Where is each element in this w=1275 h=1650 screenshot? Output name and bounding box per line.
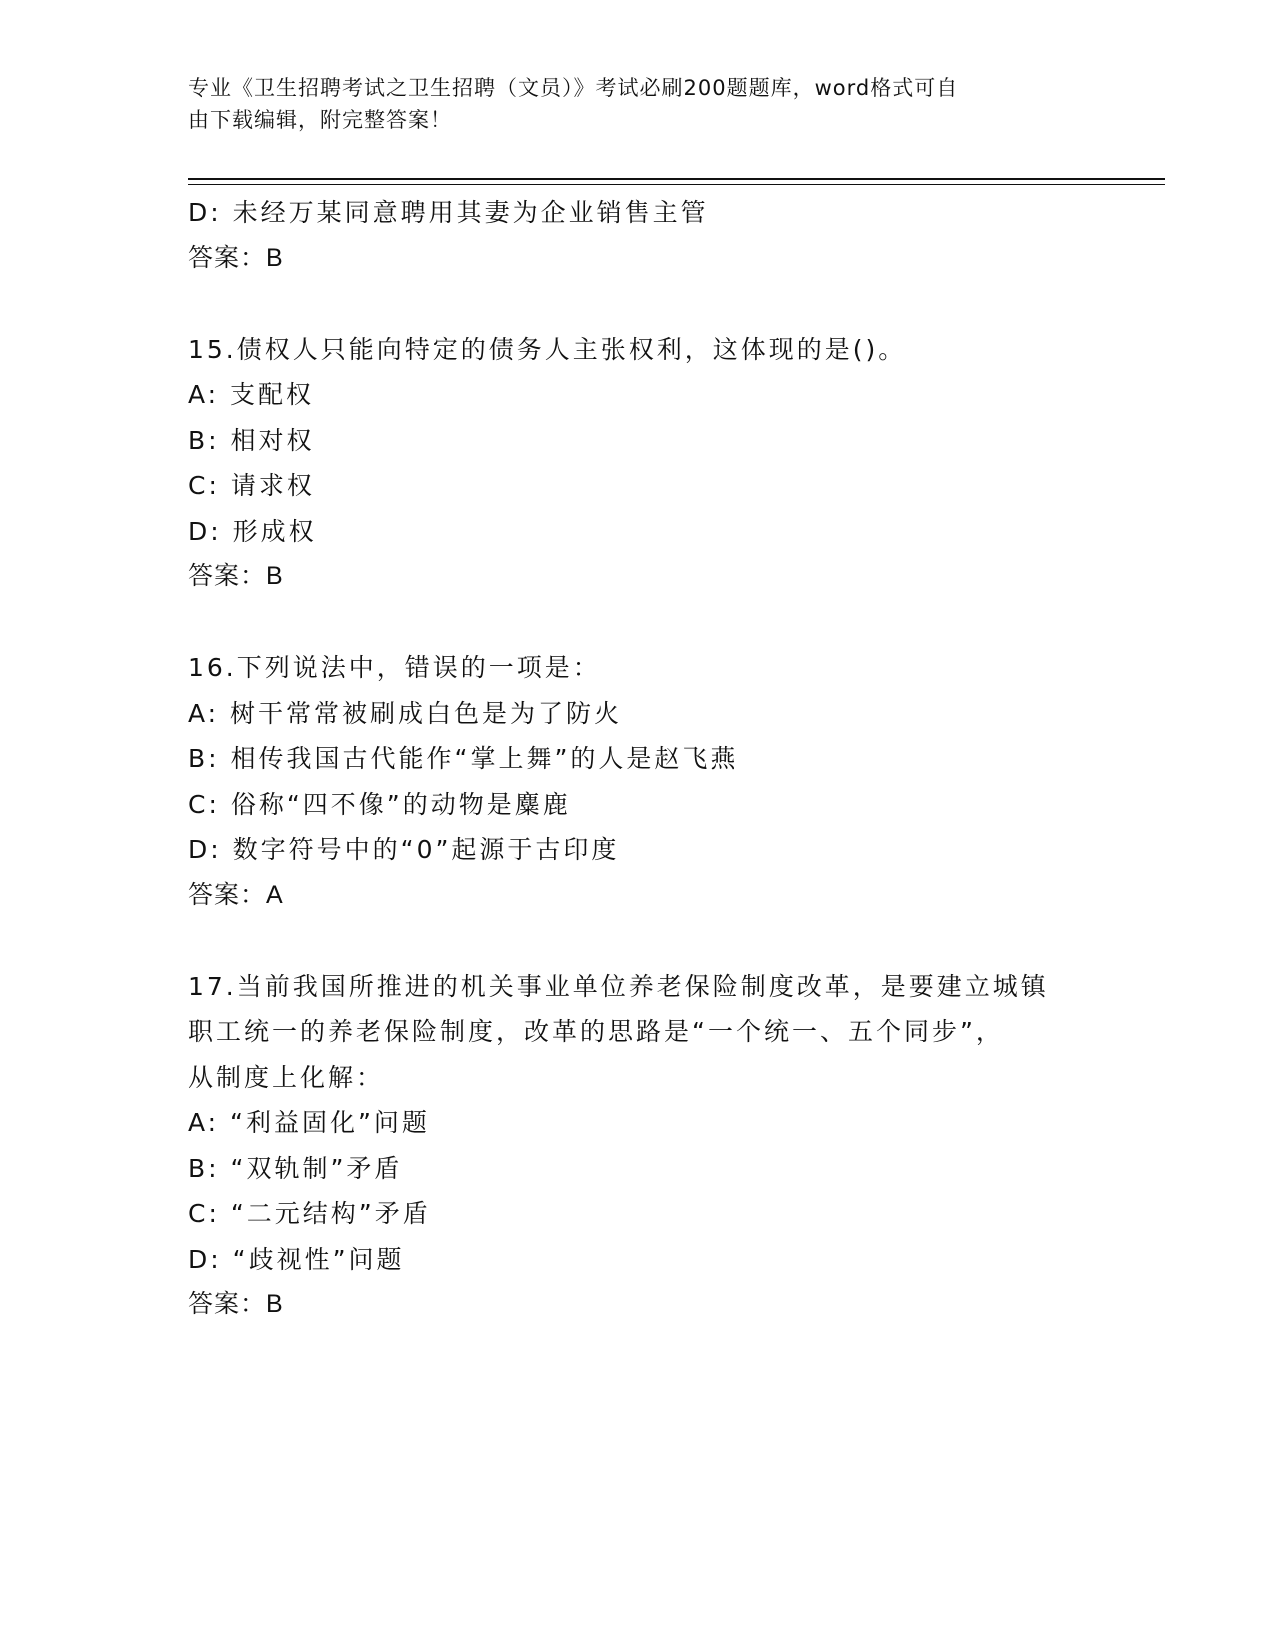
option-b: B: “双轨制”矛盾	[188, 1153, 403, 1183]
carryover-answer: 答案：B	[188, 243, 284, 272]
header-line-1: 专业《卫生招聘考试之卫生招聘（文员）》考试必刷200题题库，word格式可自	[188, 76, 959, 100]
header-rule-thin	[188, 184, 1165, 185]
question-stem: 16.下列说法中，错误的一项是：	[188, 653, 601, 682]
question-stem-line-2: 职工统一的养老保险制度，改革的思路是“一个统一、五个同步”，	[188, 1017, 1004, 1046]
question-content	[188, 190, 1088, 1328]
option-d: D: “歧视性”问题	[188, 1244, 405, 1274]
carryover-option-d: D: 未经万某同意聘用其妻为企业销售主管	[188, 198, 709, 227]
option-b: B: 相传我国古代能作“掌上舞”的人是赵飞燕	[188, 744, 739, 773]
option-d: D: 数字符号中的“0”起源于古印度	[188, 835, 620, 864]
spacer	[188, 281, 1088, 327]
header-line-2: 由下载编辑，附完整答案！	[188, 108, 452, 132]
option-d: D: 形成权	[188, 516, 317, 546]
answer: 答案：B	[188, 1290, 284, 1318]
option-c: C: 俗称“四不像”的动物是麋鹿	[188, 789, 571, 819]
option-a: A: 支配权	[188, 380, 315, 409]
answer: 答案：A	[188, 880, 284, 909]
question-stem: 15.债权人只能向特定的债务人主张权利，这体现的是()。	[188, 334, 907, 364]
answer: 答案：B	[188, 562, 284, 590]
spacer	[188, 918, 1088, 964]
option-b: B: 相对权	[188, 425, 315, 455]
document-header	[188, 72, 1088, 136]
question-15	[188, 327, 1088, 600]
spacer	[188, 600, 1088, 646]
option-c: C: 请求权	[188, 471, 315, 500]
question-16	[188, 645, 1088, 918]
question-17	[188, 964, 1088, 1328]
option-a: A: 树干常常被刷成白色是为了防火	[188, 698, 623, 728]
question-stem-line-1: 17.当前我国所推进的机关事业单位养老保险制度改革，是要建立城镇	[188, 971, 1049, 1001]
option-c: C: “二元结构”矛盾	[188, 1199, 431, 1228]
question-stem-line-3: 从制度上化解：	[188, 1062, 385, 1092]
header-rule-thick	[188, 178, 1165, 180]
option-a: A: “利益固化”问题	[188, 1108, 430, 1137]
